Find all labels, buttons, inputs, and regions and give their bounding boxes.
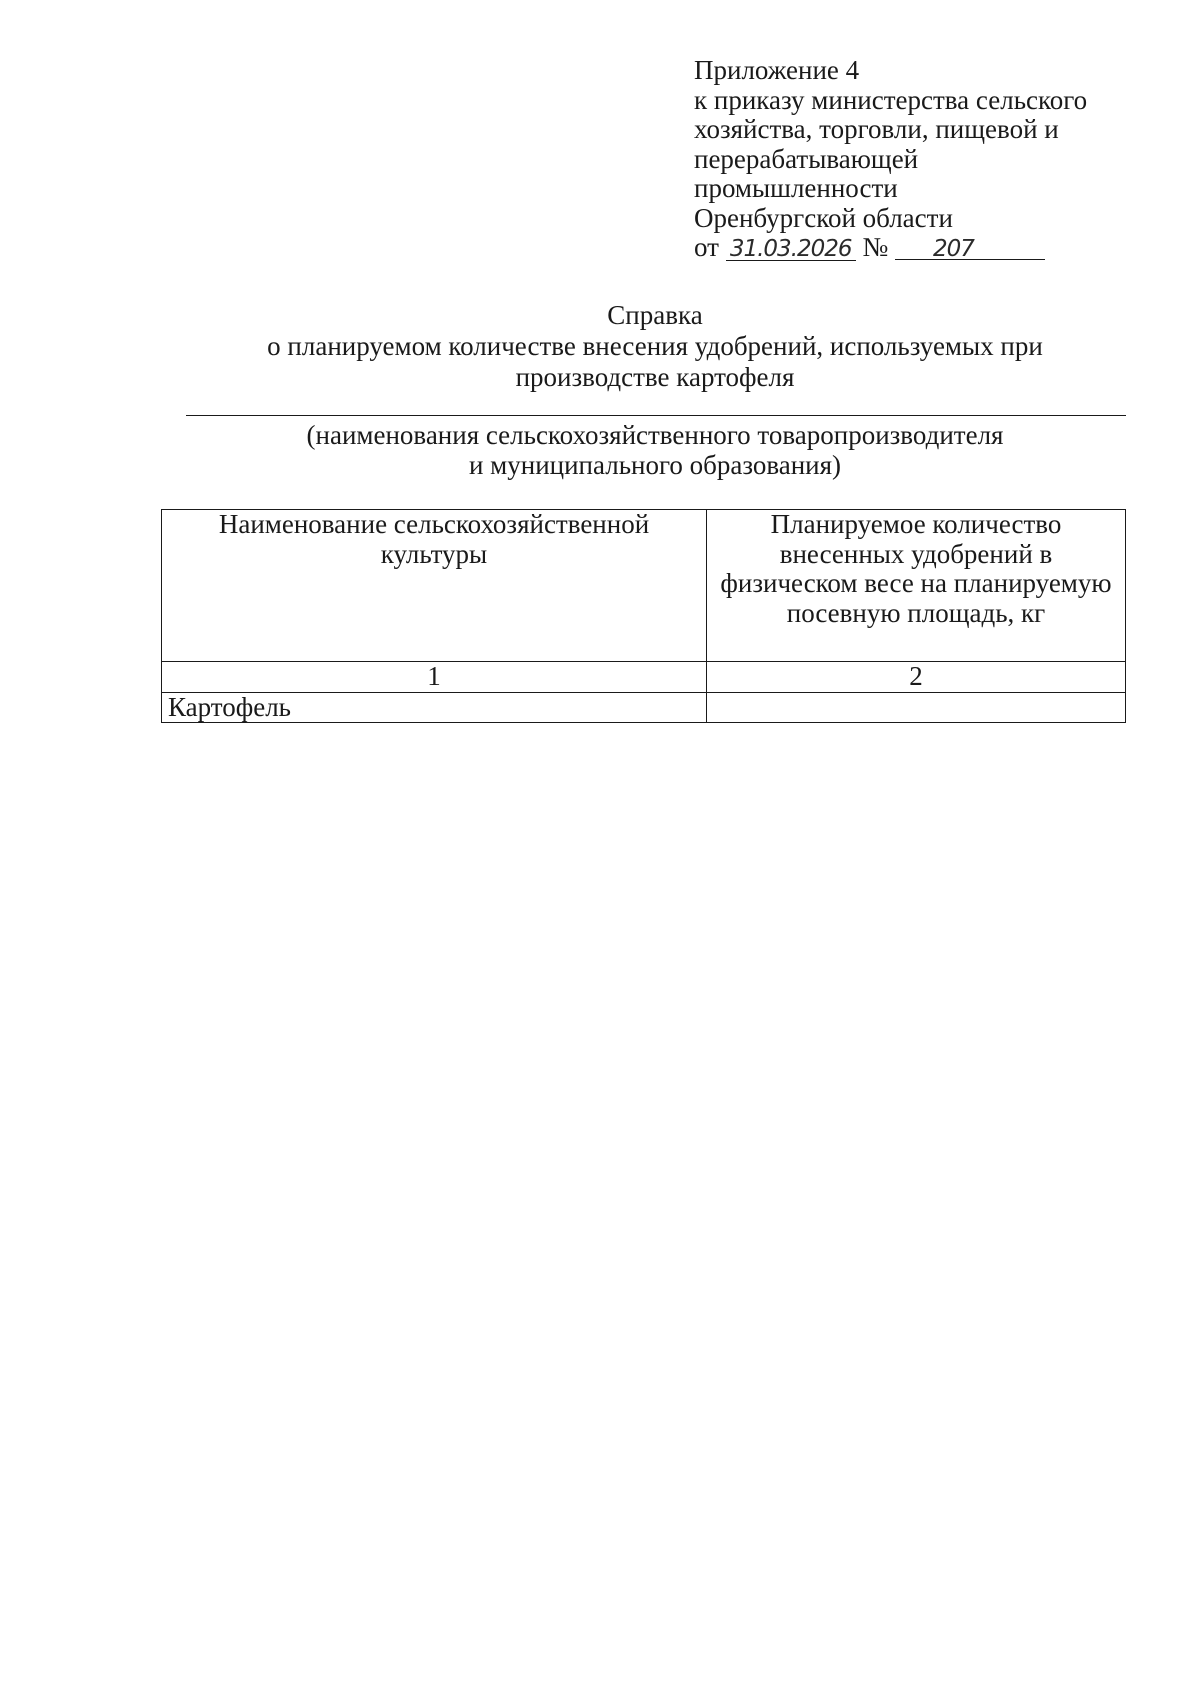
table-header-row [162,510,1126,662]
producer-name-blank-line [186,415,1126,416]
appendix-line: хозяйства, торговли, пищевой и [694,114,1059,144]
crop-name-cell: Картофель [162,692,707,723]
order-number-field [895,235,1045,260]
column-number-1: 1 [162,662,707,693]
appendix-line: Оренбургской области [694,202,953,233]
appendix-line: промышленности [694,173,898,203]
table-column-number-row [162,662,1126,693]
order-date-number-line [694,233,1134,263]
date-prefix: от [694,232,719,262]
number-sign: № [862,232,889,262]
title-heading: Справка [607,300,703,330]
handwritten-number: 207 [932,236,974,262]
order-date-field [726,235,856,261]
caption-line: и муниципального образования) [468,450,842,480]
title-subheading: производстве картофеля [515,362,795,392]
header-fertilizer-amount: Планируемое количество внесенных удобрений в физическом весе на планируемую посевную площадь, кг [707,510,1126,662]
producer-name-caption [180,420,1130,480]
document-title [180,300,1130,393]
fertilizer-amount-cell [707,692,1126,723]
caption-line: (наименования сельскохозяйственного товаропроизводителя [306,420,1004,450]
column-number-2: 2 [707,662,1126,693]
appendix-block [694,56,1134,263]
appendix-line: к приказу министерства сельского [694,84,1088,115]
header-crop-name: Наименование сельскохозяйственной культуры [162,510,707,662]
title-subheading: о планируемом количестве внесения удобрений, используемых при [267,331,1043,361]
appendix-line: перерабатывающей [694,143,919,174]
table-row [162,692,1126,723]
appendix-title: Приложение 4 [694,55,860,85]
fertilizer-table [161,509,1126,723]
handwritten-date: 31.03.2026 [729,236,852,262]
